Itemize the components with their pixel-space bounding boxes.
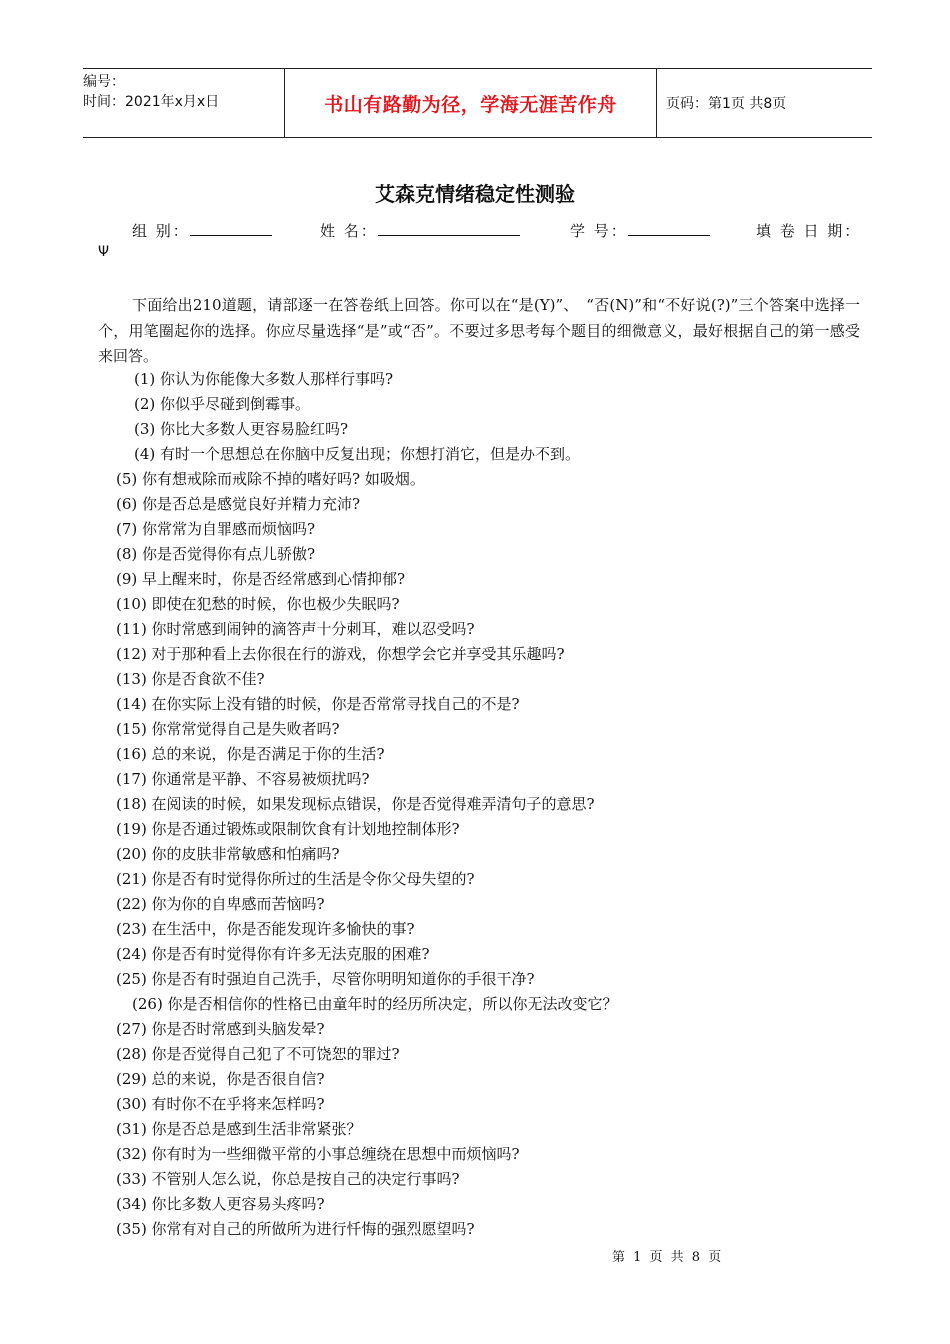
question-item: (31) 你是否总是感到生活非常紧张？	[116, 1120, 362, 1138]
group-blank[interactable]	[190, 221, 272, 236]
document-title: 艾森克情绪稳定性测验	[375, 182, 575, 206]
question-item: (26) 你是否相信你的性格已由童年时的经历所决定，所以你无法改变它？	[132, 995, 618, 1013]
instructions-paragraph: 下面给出210道题，请部逐一在答卷纸上回答。你可以在“是(Y)”、 “否(N)”和“不好说(?)”三个答案中选择一个，用笔圈起你的选择。你应尽量选择“是”或“否”。不要过多思考每个题目的细微意义，最好根据自己的第一感受来回答。	[98, 296, 860, 366]
date-label: 填 卷 日 期：	[756, 222, 862, 240]
question-item: (27) 你是否时常感到头脑发晕?	[116, 1020, 325, 1038]
page-footer: 第 1 页 共 8 页	[612, 1250, 724, 1265]
number-label: 编号：	[83, 74, 125, 90]
question-item: (15) 你常常觉得自己是失败者吗?	[116, 720, 340, 738]
question-item: (6) 你是否总是感觉良好并精力充沛?	[116, 495, 361, 513]
student-id-label: 学 号：	[570, 222, 628, 240]
header-page-label: 页码：第1页 共8页	[666, 96, 787, 112]
question-item: (5) 你有想戒除而戒除不掉的嗜好吗? 如吸烟。	[116, 470, 425, 488]
question-item: (34) 你比多数人更容易头疼吗?	[116, 1195, 325, 1213]
question-item: (29) 总的来说，你是否很自信?	[116, 1070, 325, 1088]
question-item: (25) 你是否有时强迫自己洗手，尽管你明明知道你的手很干净?	[116, 970, 535, 988]
header-motto-cell	[284, 69, 657, 137]
page-header	[83, 68, 872, 138]
question-item: (10) 即使在犯愁的时候，你也极少失眠吗?	[116, 595, 400, 613]
question-item: (3) 你比大多数人更容易脸红吗?	[134, 420, 349, 438]
question-item: (33) 不管别人怎么说，你总是按自己的决定行事吗?	[116, 1170, 460, 1188]
question-item: (7) 你常常为自罪感而烦恼吗?	[116, 520, 316, 538]
date-field	[756, 220, 861, 241]
question-item: (4) 有时一个思想总在你脑中反复出现；你想打消它，但是办不到。	[134, 445, 581, 463]
question-item: (17) 你通常是平静、不容易被烦扰吗?	[116, 770, 370, 788]
question-item: (30) 有时你不在乎将来怎样吗?	[116, 1095, 325, 1113]
name-label: 姓 名：	[320, 222, 378, 240]
psi-symbol: Ψ	[98, 244, 110, 260]
question-item: (23) 在生活中，你是否能发现许多愉快的事?	[116, 920, 415, 938]
group-label: 组 别：	[132, 222, 190, 240]
header-page-cell	[656, 69, 872, 137]
question-item: (2) 你似乎尽碰到倒霉事。	[134, 395, 311, 413]
question-item: (14) 在你实际上没有错的时候，你是否常常寻找自己的不是?	[116, 695, 520, 713]
question-item: (35) 你常有对自己的所做所为进行忏悔的强烈愿望吗?	[116, 1220, 475, 1238]
student-id-field	[570, 220, 710, 241]
question-item: (18) 在阅读的时候，如果发现标点错误，你是否觉得难弄清句子的意思?	[116, 795, 595, 813]
question-item: (1) 你认为你能像大多数人那样行事吗?	[134, 370, 394, 388]
name-field	[320, 220, 520, 241]
question-item: (24) 你是否有时觉得你有许多无法克服的困难?	[116, 945, 430, 963]
question-item: (20) 你的皮肤非常敏感和怕痛吗?	[116, 845, 340, 863]
question-item: (21) 你是否有时觉得你所过的生活是令你父母失望的?	[116, 870, 475, 888]
question-item: (13) 你是否食欲不佳?	[116, 670, 265, 688]
time-label: 时间：2021年x月x日	[83, 94, 220, 110]
group-field	[132, 220, 272, 241]
header-motto: 书山有路勤为径，学海无涯苦作舟	[324, 93, 617, 116]
question-item: (22) 你为你的自卑感而苦恼吗?	[116, 895, 325, 913]
student-id-blank[interactable]	[628, 221, 710, 236]
question-item: (8) 你是否觉得你有点儿骄傲?	[116, 545, 316, 563]
question-item: (28) 你是否觉得自己犯了不可饶恕的罪过?	[116, 1045, 400, 1063]
name-blank[interactable]	[378, 221, 520, 236]
question-item: (12) 对于那种看上去你很在行的游戏，你想学会它并享受其乐趣吗?	[116, 645, 565, 663]
question-item: (19) 你是否通过锻炼或限制饮食有计划地控制体形?	[116, 820, 460, 838]
question-item: (16) 总的来说，你是否满足于你的生活?	[116, 745, 385, 763]
question-item: (9) 早上醒来时，你是否经常感到心情抑郁?	[116, 570, 406, 588]
header-meta	[83, 69, 283, 137]
question-item: (32) 你有时为一些细微平常的小事总缠绕在思想中而烦恼吗?	[116, 1145, 520, 1163]
question-item: (11) 你时常感到闹钟的滴答声十分刺耳，难以忍受吗?	[116, 620, 475, 638]
